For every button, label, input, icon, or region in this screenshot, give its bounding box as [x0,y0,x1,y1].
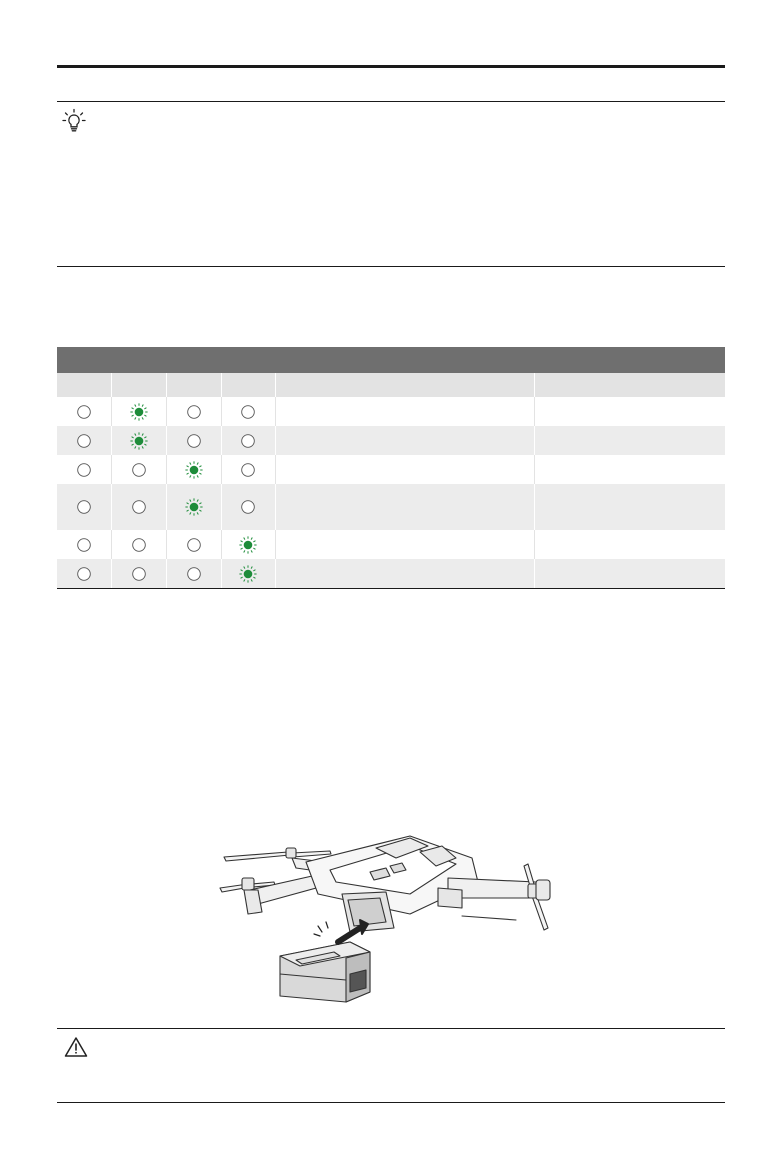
header-rule [57,65,725,68]
table-header-row [57,373,725,397]
led-off-icon [184,564,204,584]
table-row [57,530,725,559]
led-off-icon [129,535,149,555]
header-time [534,373,725,397]
led-cell-4 [221,484,275,530]
led-off-icon [74,564,94,584]
led-cell-1 [57,559,111,589]
led-off-icon [184,402,204,422]
description-cell [275,455,534,484]
led-off-icon [238,460,258,480]
led-cell-3 [166,397,221,426]
description-cell [275,530,534,559]
header-led3 [166,373,221,397]
led-cell-2 [111,455,166,484]
warning-top-rule [57,1028,725,1029]
led-cell-3 [166,559,221,589]
led-cell-3 [166,426,221,455]
led-cell-2 [111,426,166,455]
led-blinking-icon [238,535,258,555]
led-blinking-icon [238,564,258,584]
table-title-row [57,347,725,373]
description-cell [275,397,534,426]
time-cell [534,559,725,589]
header-led1 [57,373,111,397]
led-off-icon [129,460,149,480]
led-off-icon [74,535,94,555]
table-row [57,484,725,530]
table-row [57,397,725,426]
led-cell-1 [57,530,111,559]
header-led4 [221,373,275,397]
warning-triangle-icon [64,1036,88,1058]
led-off-icon [74,431,94,451]
tip-bottom-rule [57,266,725,267]
led-off-icon [238,431,258,451]
led-blinking-icon [129,431,149,451]
led-cell-3 [166,484,221,530]
header-led2 [111,373,166,397]
warning-bottom-rule [57,1102,725,1103]
tip-top-rule [57,101,725,102]
battery-insertion-drone-illustration [210,824,580,1006]
led-off-icon [129,497,149,517]
description-cell [275,484,534,530]
led-cell-2 [111,530,166,559]
table-row [57,426,725,455]
led-off-icon [129,564,149,584]
table-row [57,559,725,589]
battery-led-table [57,347,725,589]
led-cell-1 [57,455,111,484]
time-cell [534,426,725,455]
time-cell [534,530,725,559]
time-cell [534,455,725,484]
led-cell-2 [111,484,166,530]
led-cell-1 [57,426,111,455]
led-blinking-icon [184,497,204,517]
led-off-icon [74,460,94,480]
time-cell [534,397,725,426]
led-cell-1 [57,397,111,426]
header-description [275,373,534,397]
table-title-bar [57,347,725,373]
led-cell-2 [111,559,166,589]
led-blinking-icon [129,402,149,422]
led-cell-3 [166,530,221,559]
led-cell-4 [221,426,275,455]
led-cell-2 [111,397,166,426]
description-cell [275,426,534,455]
lightbulb-icon [61,108,87,134]
table-row [57,455,725,484]
description-cell [275,559,534,589]
led-off-icon [74,497,94,517]
led-cell-4 [221,397,275,426]
time-cell [534,484,725,530]
led-off-icon [238,497,258,517]
led-cell-3 [166,455,221,484]
led-off-icon [238,402,258,422]
led-off-icon [184,535,204,555]
led-cell-4 [221,559,275,589]
led-cell-1 [57,484,111,530]
led-blinking-icon [184,460,204,480]
led-off-icon [184,431,204,451]
led-cell-4 [221,455,275,484]
led-off-icon [74,402,94,422]
led-cell-4 [221,530,275,559]
